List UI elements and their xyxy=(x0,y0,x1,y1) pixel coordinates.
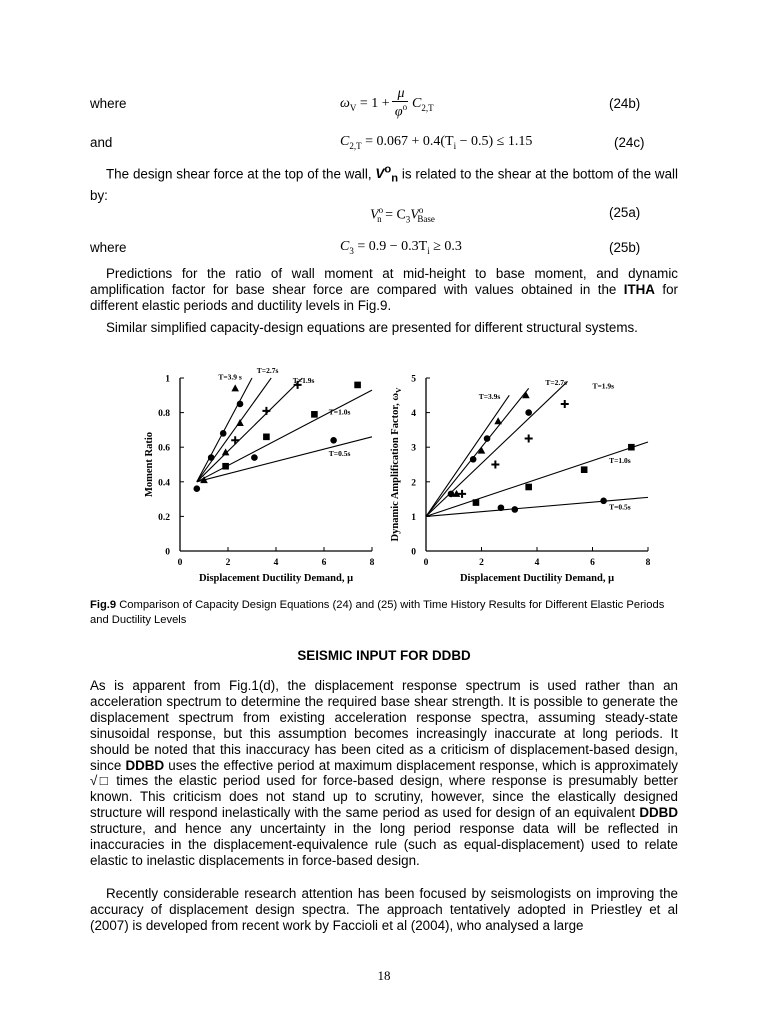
y-tick-label: 0.8 xyxy=(158,409,170,420)
series-label: T=0.5s xyxy=(609,502,631,512)
data-point-circle xyxy=(237,401,244,408)
data-point-triangle xyxy=(236,419,244,426)
x-tick-label: 6 xyxy=(321,558,327,568)
eq24c-number: (24c) xyxy=(614,135,645,150)
series-label: T=3.9 s xyxy=(218,372,242,382)
paragraph-similar: Similar simplified capacity-design equations are presented for different structural systems. xyxy=(106,320,638,335)
x-tick-label: 4 xyxy=(534,558,540,568)
series-label: T=3.9s xyxy=(478,391,501,401)
data-point-square xyxy=(525,484,532,491)
x-tick-label: 8 xyxy=(369,558,375,568)
figure-caption: Fig.9 Comparison of Capacity Design Equations (24) and (25) with Time History Results for Different Elastic Periods and Ductility Levels xyxy=(90,599,665,626)
data-point-triangle xyxy=(494,417,502,424)
data-point-square xyxy=(311,411,318,418)
paragraph-predictions: Predictions for the ratio of wall moment at mid-height to base moment, and dynamic amplification factor for base shear force are compared with values obtained in the ITHA for different elastic periods and ductility levels in Fig.9. xyxy=(90,266,678,313)
data-point-square xyxy=(473,499,480,506)
data-point-circle xyxy=(220,430,227,437)
y-tick-label: 0.4 xyxy=(158,478,170,489)
y-tick-label: 2 xyxy=(411,478,416,489)
series-label: T=1.9s xyxy=(292,376,315,386)
section-heading: SEISMIC INPUT FOR DDBD xyxy=(297,648,471,663)
data-point-square xyxy=(263,434,270,441)
eq25b-number: (25b) xyxy=(609,240,641,255)
line-t19s xyxy=(197,378,303,482)
page-number: 18 xyxy=(377,968,391,983)
paragraph-displacement-spectrum: As is apparent from Fig.1(d), the displacement response spectrum is used rather than an acceleration spectrum to determine the required base shear strength. It is possible to generate the displacement spectrum from existing acceleration response spectra, assuming steady-state sinusoidal response, but this assumption becomes increasingly inaccurate at long periods. It should be noted that this inaccuracy has been cited as a criticism of displacement-based design, since DDBD uses the effective period at maximum displacement response, which is approximately √□ times the elastic period used for force-based design, where response is presumably better known. This criticism does not stand up to scrutiny, however, since the elastically designed structure will respond inelastically with the same period as used for design of an equivalent DDBD structure, and hence any uncertainty in the long period response data will be reflected in inaccuracies in the displacement-equivalence rule (such as equal-displacement) used to relate elastic to inelastic displacements in force-based design. xyxy=(90,678,678,868)
data-point-plus xyxy=(491,461,499,469)
figure-9-charts xyxy=(100,358,680,598)
x-axis-label: Displacement Ductility Demand, μ xyxy=(198,573,354,584)
y-tick-label: 0.2 xyxy=(158,512,170,523)
line-t05s xyxy=(197,437,372,482)
y-tick-label: 0 xyxy=(411,547,416,558)
y-tick-label: 1 xyxy=(165,374,170,385)
data-point-triangle xyxy=(231,384,239,391)
data-point-circle xyxy=(470,456,477,463)
line-t27s xyxy=(426,388,529,516)
series-label: T=1.0s xyxy=(609,455,631,465)
series-label: T=1.9s xyxy=(592,381,615,391)
data-point-square xyxy=(222,463,229,470)
data-point-circle xyxy=(525,409,532,416)
data-point-circle xyxy=(208,454,215,461)
line-t27s xyxy=(197,378,271,482)
line-t39s xyxy=(426,395,509,516)
data-point-triangle xyxy=(222,448,230,455)
equation-25a: $V^o_n = C_3V^o_{Base}$ xyxy=(370,205,435,225)
eq24b-number: (24b) xyxy=(609,96,641,111)
series-label: T=2.7s xyxy=(256,365,279,375)
data-point-square xyxy=(628,444,635,451)
y-tick-label: 3 xyxy=(411,443,416,454)
line-t19s xyxy=(426,381,568,516)
x-tick-label: 6 xyxy=(590,558,595,568)
data-point-plus xyxy=(231,436,239,444)
x-tick-label: 0 xyxy=(177,558,183,568)
x-axis-label: Displacement Ductility Demand, μ xyxy=(459,573,615,584)
data-point-circle xyxy=(498,504,505,511)
series-label: T=2.7s xyxy=(545,377,567,387)
data-point-circle xyxy=(484,435,491,442)
y-tick-label: 0 xyxy=(165,547,170,558)
eq25b-lead: where xyxy=(90,240,127,255)
x-tick-label: 4 xyxy=(273,558,279,568)
x-tick-label: 2 xyxy=(225,558,231,568)
y-axis-label: Moment Ratio xyxy=(144,431,155,498)
data-point-circle xyxy=(251,454,258,461)
y-tick-label: 0.6 xyxy=(158,443,170,454)
data-point-plus xyxy=(525,435,533,443)
eq24b-lead: where xyxy=(90,96,127,111)
series-label: T=0.5s xyxy=(328,448,351,458)
y-tick-label: 4 xyxy=(411,409,416,420)
equation-25b: $C_3 = 0.9 - 0.3T_i \ge 0.3$ xyxy=(340,239,462,256)
data-point-circle xyxy=(330,437,337,444)
data-point-square xyxy=(354,382,361,389)
y-tick-label: 5 xyxy=(411,374,416,385)
eq25a-number: (25a) xyxy=(609,205,641,220)
y-axis-label: Dynamic Amplification Factor, $\omega_V$ xyxy=(390,387,403,542)
paragraph-recent-research: Recently considerable research attention has been focused by seismologists on improving the accuracy of displacement design spectra. The approach tentatively adopted in Priestley et al (2007) is developed from recent work by Faccioli et al (2004), who analysed a large xyxy=(90,886,678,933)
chart-left xyxy=(144,366,375,584)
data-point-circle xyxy=(600,498,607,505)
x-tick-label: 2 xyxy=(479,558,484,568)
data-point-plus xyxy=(561,400,569,408)
x-tick-label: 0 xyxy=(423,558,429,568)
data-point-plus xyxy=(262,407,270,415)
equation-24c: $C_{2,T} = 0.067 + 0.4(T_i - 0.5) \le 1.15$ xyxy=(340,134,533,151)
data-point-circle xyxy=(512,506,519,513)
data-point-square xyxy=(581,466,588,473)
series-label: T=1.0s xyxy=(328,407,351,417)
x-tick-label: 8 xyxy=(645,558,651,568)
eq24c-lead: and xyxy=(90,135,113,150)
paragraph-shear-force: The design shear force at the top of the wall, $V^o_n$ is related to the shear at the bottom of the wall by: xyxy=(90,164,678,204)
y-tick-label: 1 xyxy=(411,512,416,523)
data-point-circle xyxy=(194,485,201,492)
chart-right xyxy=(390,375,651,585)
